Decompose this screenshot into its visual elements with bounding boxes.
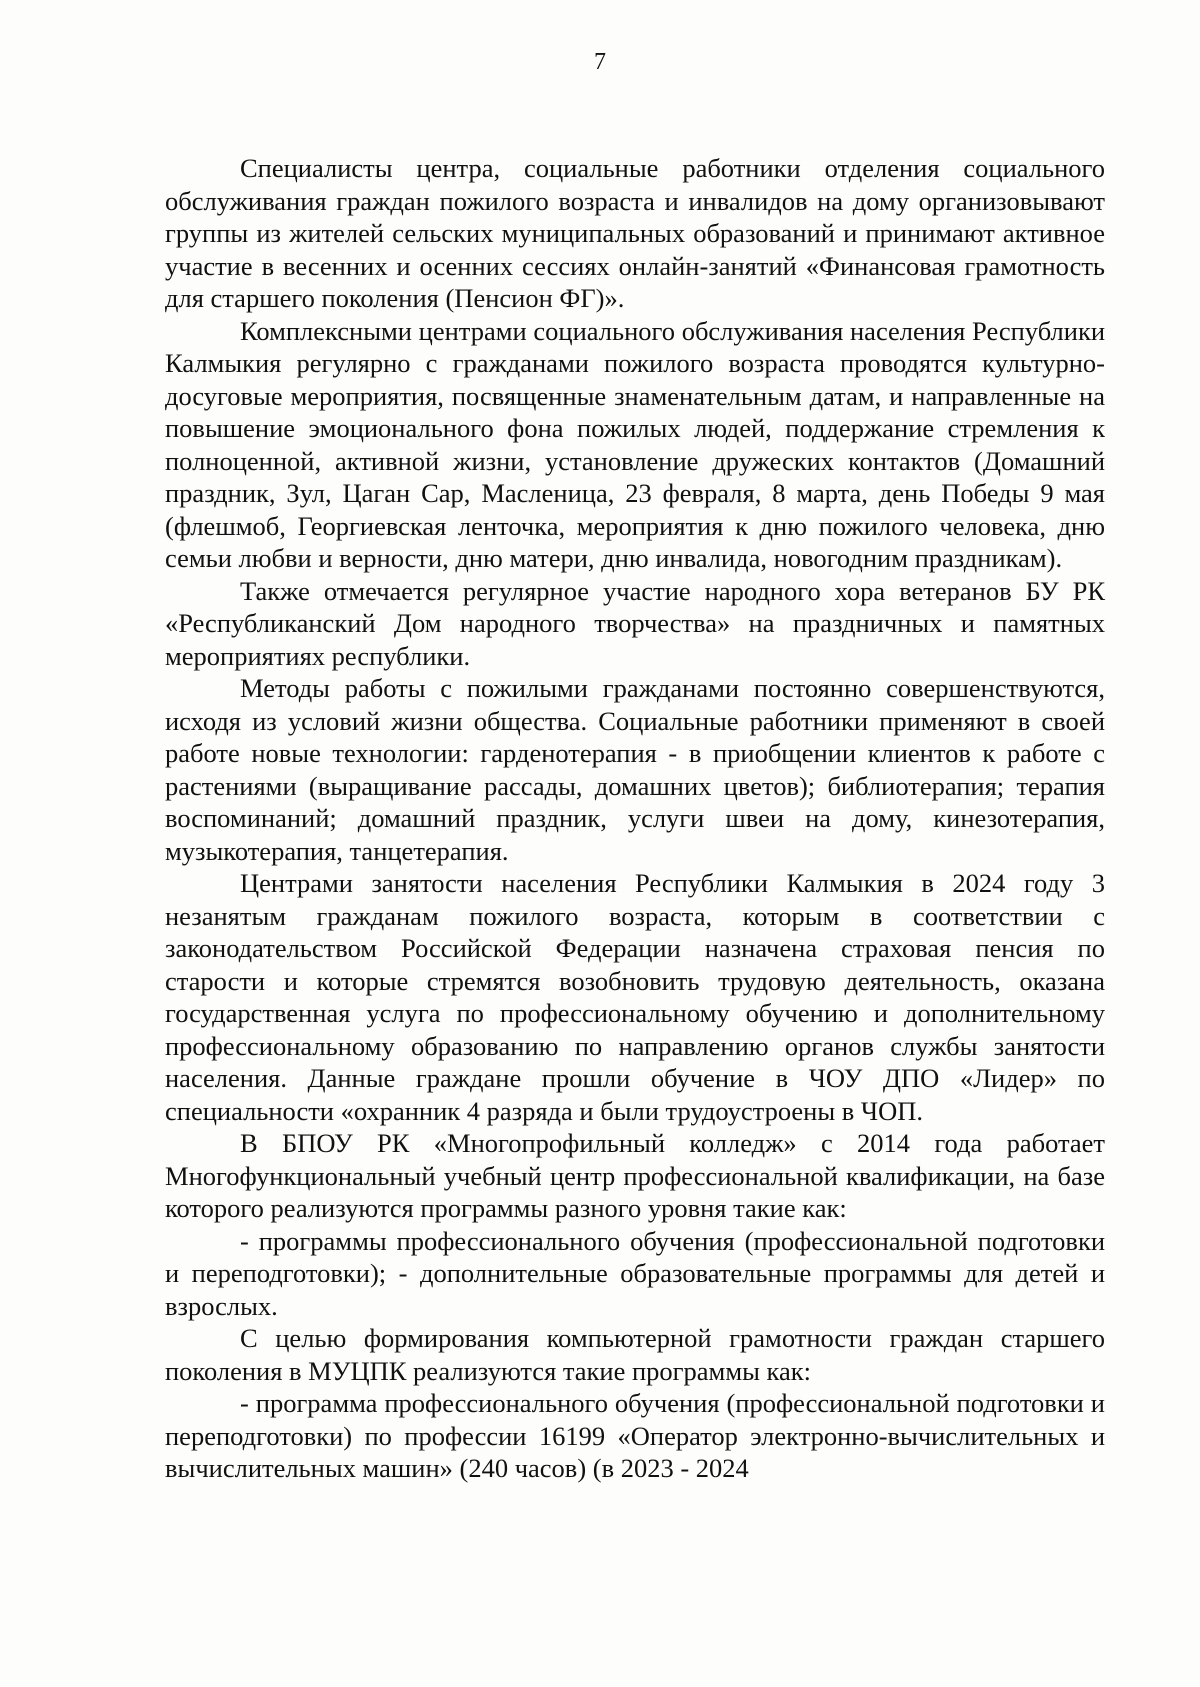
paragraph-employment-centers: Центрами занятости населения Республики Калмыкия в 2024 году 3 незанятым гражданам пожилого возраста, которым в соответствии с законодательством Российской Федерации назначена страховая пенсия по старости и которые стремятся возобновить трудовую деятельность, оказана государственная услуга по профессиональному обучению и дополнительному профессиональному образованию по направлению органов службы занятости населения. Данные граждане прошли обучение в ЧОУ ДПО «Лидер» по специальности «охранник 4 разряда и были трудоустроены в ЧОП. — [165, 868, 1105, 1126]
document-body — [165, 152, 1105, 1485]
paragraph-college-training-center: В БПОУ РК «Многопрофильный колледж» с 2014 года работает Многофункциональный учебный центр профессиональной квалификации, на базе которого реализуются программы разного уровня такие как: — [165, 1128, 1105, 1223]
page-number: 7 — [594, 49, 606, 75]
paragraph-veterans-choir: Также отмечается регулярное участие народного хора ветеранов БУ РК «Республиканский Дом народного творчества» на праздничных и памятных мероприятиях республики. — [165, 575, 1105, 671]
list-item-operator-program: - программа профессионального обучения (профессиональной подготовки и переподготовки) по профессии 16199 «Оператор электронно-вычислительных и вычислительных машин» (240 часов) (в 2023 - 2024 — [165, 1388, 1105, 1483]
paragraph-financial-literacy: Специалисты центра, социальные работники отделения социального обслуживания граждан пожилого возраста и инвалидов на дому организовывают группы из жителей сельских муниципальных образований и принимают активное участие в весенних и осенних сессиях онлайн-занятий «Финансовая грамотность для старшего поколения (Пенсион ФГ)». — [165, 153, 1105, 313]
paragraph-computer-literacy: С целью формирования компьютерной грамотности граждан старшего поколения в МУЦПК реализуются такие программы как: — [165, 1323, 1105, 1386]
paragraph-cultural-events: Комплексными центрами социального обслуживания населения Республики Калмыкия регулярно с гражданами пожилого возраста проводятся культурно-досуговые мероприятия, посвященные знаменательным датам, и направленные на повышение эмоционального фона пожилых людей, поддержание стремления к полноценной, активной жизни, установление дружеских контактов (Домашний праздник, Зул, Цаган Сар, Масленица, 23 февраля, 8 марта, день Победы 9 мая (флешмоб, Георгиевская ленточка, мероприятия к дню пожилого человека, дню семьи любви и верности, дню матери, дню инвалида, новогодним праздникам). — [165, 315, 1105, 573]
list-item-programs: - программы профессионального обучения (профессиональной подготовки и переподготовки); - дополнительные образовательные программы для детей и взрослых. — [165, 1225, 1105, 1321]
paragraph-work-methods: Методы работы с пожилыми гражданами постоянно совершенствуются, исходя из условий жизни общества. Социальные работники применяют в своей работе новые технологии: гарденотерапия - в приобщении клиентов к работе с растениями (выращивание рассады, домашних цветов); библиотерапия; терапия воспоминаний; домашний праздник, услуги швеи на дому, кинезотерапия, музыкотерапия, танцетерапия. — [165, 673, 1105, 866]
